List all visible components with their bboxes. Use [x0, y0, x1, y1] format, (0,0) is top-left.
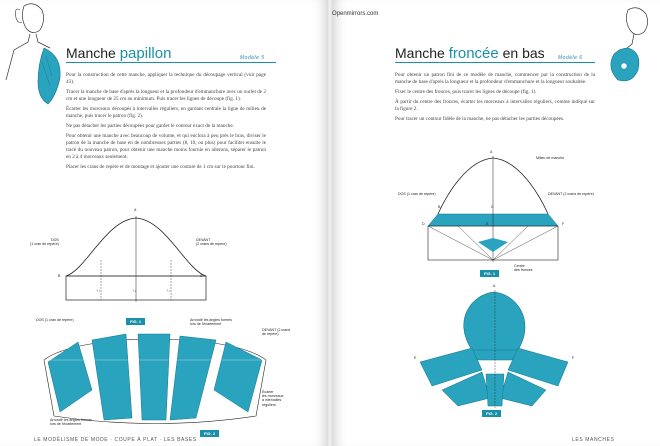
right-title	[395, 45, 545, 62]
left-paragraph: Placer les crans de repère et de montage et ajouter une couture de 1 cm sur le pourtour fini.	[66, 164, 255, 170]
left-fig2-label-angles-top: Arrondir les angles formés lors de l'écartement	[190, 318, 232, 327]
svg-text:↑↓: ↑↓	[132, 288, 136, 293]
left-paragraph: Tracer la manche de base d'après la longueur et la profondeur d'emmanchure avec un ourlet de 2 cm et une longueur de 25 cm au minimum. Puis tracer les lignes de découpe (fig. 1).	[66, 89, 266, 102]
right-fig1-diagram	[418, 152, 568, 272]
right-paragraph: Pour tracer un contour fidèle de la manche, ne pas détacher les parties découpées.	[395, 116, 565, 122]
right-fig2-diagram	[412, 290, 575, 410]
right-title-rule	[395, 62, 595, 63]
left-fig2-label-devant: DEVANT (2 crans de repère)	[262, 328, 291, 337]
left-title-accent: papillon	[119, 45, 172, 62]
left-paragraph: Ne pas détacher les parties découpées pour garder le contour exact de la manche.	[66, 123, 234, 129]
left-fig1-label-dos: DOS (1 cran de repère)	[30, 238, 59, 247]
left-fig1-label-b: B	[58, 274, 61, 278]
fashion-illustration-right	[608, 2, 658, 102]
left-fig2-label-angles-bottom: Arrondir les angles formés lors de l'écartement	[50, 418, 92, 427]
svg-text:↑↓: ↑↓	[96, 288, 100, 293]
right-fig1-label-dos: DOS (1 cran de repère)	[398, 192, 436, 196]
right-body-text	[395, 72, 595, 126]
right-fig1-label-e: E	[486, 222, 489, 226]
right-footer: LES MANCHES	[572, 437, 615, 443]
right-title-plain: Manche	[395, 45, 449, 61]
left-title-plain: Manche	[66, 45, 120, 61]
left-fig1-caption: FIG. 1	[126, 318, 145, 325]
left-fig1-diagram	[56, 210, 256, 310]
left-fig2-label-dos: DOS (1 cran de repère)	[36, 318, 74, 322]
right-title-accent: froncée	[448, 45, 499, 62]
right-fig1-label-c: C	[491, 205, 494, 209]
left-title-rule	[66, 62, 276, 63]
right-fig2-label-f: F	[572, 356, 575, 360]
right-fig1-label-milieu: Milieu de manche	[536, 156, 565, 160]
right-fig1-label-d: D	[422, 222, 425, 226]
right-paragraph: Fixer le centre des fronces, puis tracer les lignes de découpe (fig. 1).	[395, 89, 537, 95]
right-fig2-label-a: A	[493, 284, 496, 288]
right-fig1-label-b: B	[438, 205, 441, 209]
left-module-label: Modèle 5	[240, 55, 265, 61]
right-fig1-label-centre: Centre des fronces	[514, 264, 533, 273]
right-module-label: Modèle 6	[558, 55, 583, 61]
watermark-text: Openmirrors.com	[332, 11, 379, 17]
right-paragraph: Pour obtenir un patron fini de ce modèle de manche, commencer par la construction de la manche de base d'après la longueur et la profondeur d'emmanchure et la longueur souhaitée.	[395, 72, 595, 85]
right-fig1-label-a: A	[490, 150, 493, 154]
right-fig1-caption: FIG. 1	[480, 270, 499, 277]
left-fig2-label-ecarter: Écarter les morceaux à intervalles réguliers	[262, 390, 284, 407]
left-fig1-label-c: C	[200, 274, 203, 278]
left-fig2-caption: FIG. 2	[200, 430, 219, 437]
left-fig2-diagram	[30, 320, 270, 430]
fashion-illustration-left	[2, 0, 62, 110]
right-paragraph: À partir du centre des fronces, écarter les morceaux à intervalles réguliers, comme indiqué sur la figure 2.	[395, 99, 595, 112]
left-footer: LE MODÉLISME DE MODE · COUPE À PLAT · LES BASES	[34, 437, 197, 443]
left-body-text	[66, 72, 266, 174]
svg-text:↑↓: ↑↓	[166, 288, 170, 293]
left-title	[66, 45, 171, 62]
left-paragraph: Pour la construction de cette manche, appliquer la technique du découpage vertical (voir page 43).	[66, 72, 266, 85]
right-title-tail: en bas	[498, 45, 545, 61]
right-fig2-label-e: E	[414, 356, 417, 360]
left-paragraph: Pour obtenir une manche avec beaucoup de volume, et qui enclora à peu près le bras, diviser le patron de la manche de base en de nombreuses parties (8, 10, ou plus) pour faciliter ensuite le tracé du nouveau patron, pour obtenir une manche moins fournie en ailerons, séparer le patron en 2 à 4 morceaux seulement.	[66, 133, 266, 160]
left-fig1-label-devant: DEVANT (2 crans de repère)	[196, 238, 227, 247]
right-fig1-label-devant: DEVANT (2 crans de repère)	[548, 192, 594, 196]
right-fig2-caption: FIG. 2	[482, 410, 501, 417]
left-fig1-label-a: A	[134, 208, 137, 212]
left-paragraph: Écarter les morceaux découpés à intervalles réguliers, en gardant centrale la ligne de milieu de manche, puis tracer le patron (fig. 2).	[66, 106, 266, 119]
right-fig1-label-f: F	[562, 222, 565, 226]
